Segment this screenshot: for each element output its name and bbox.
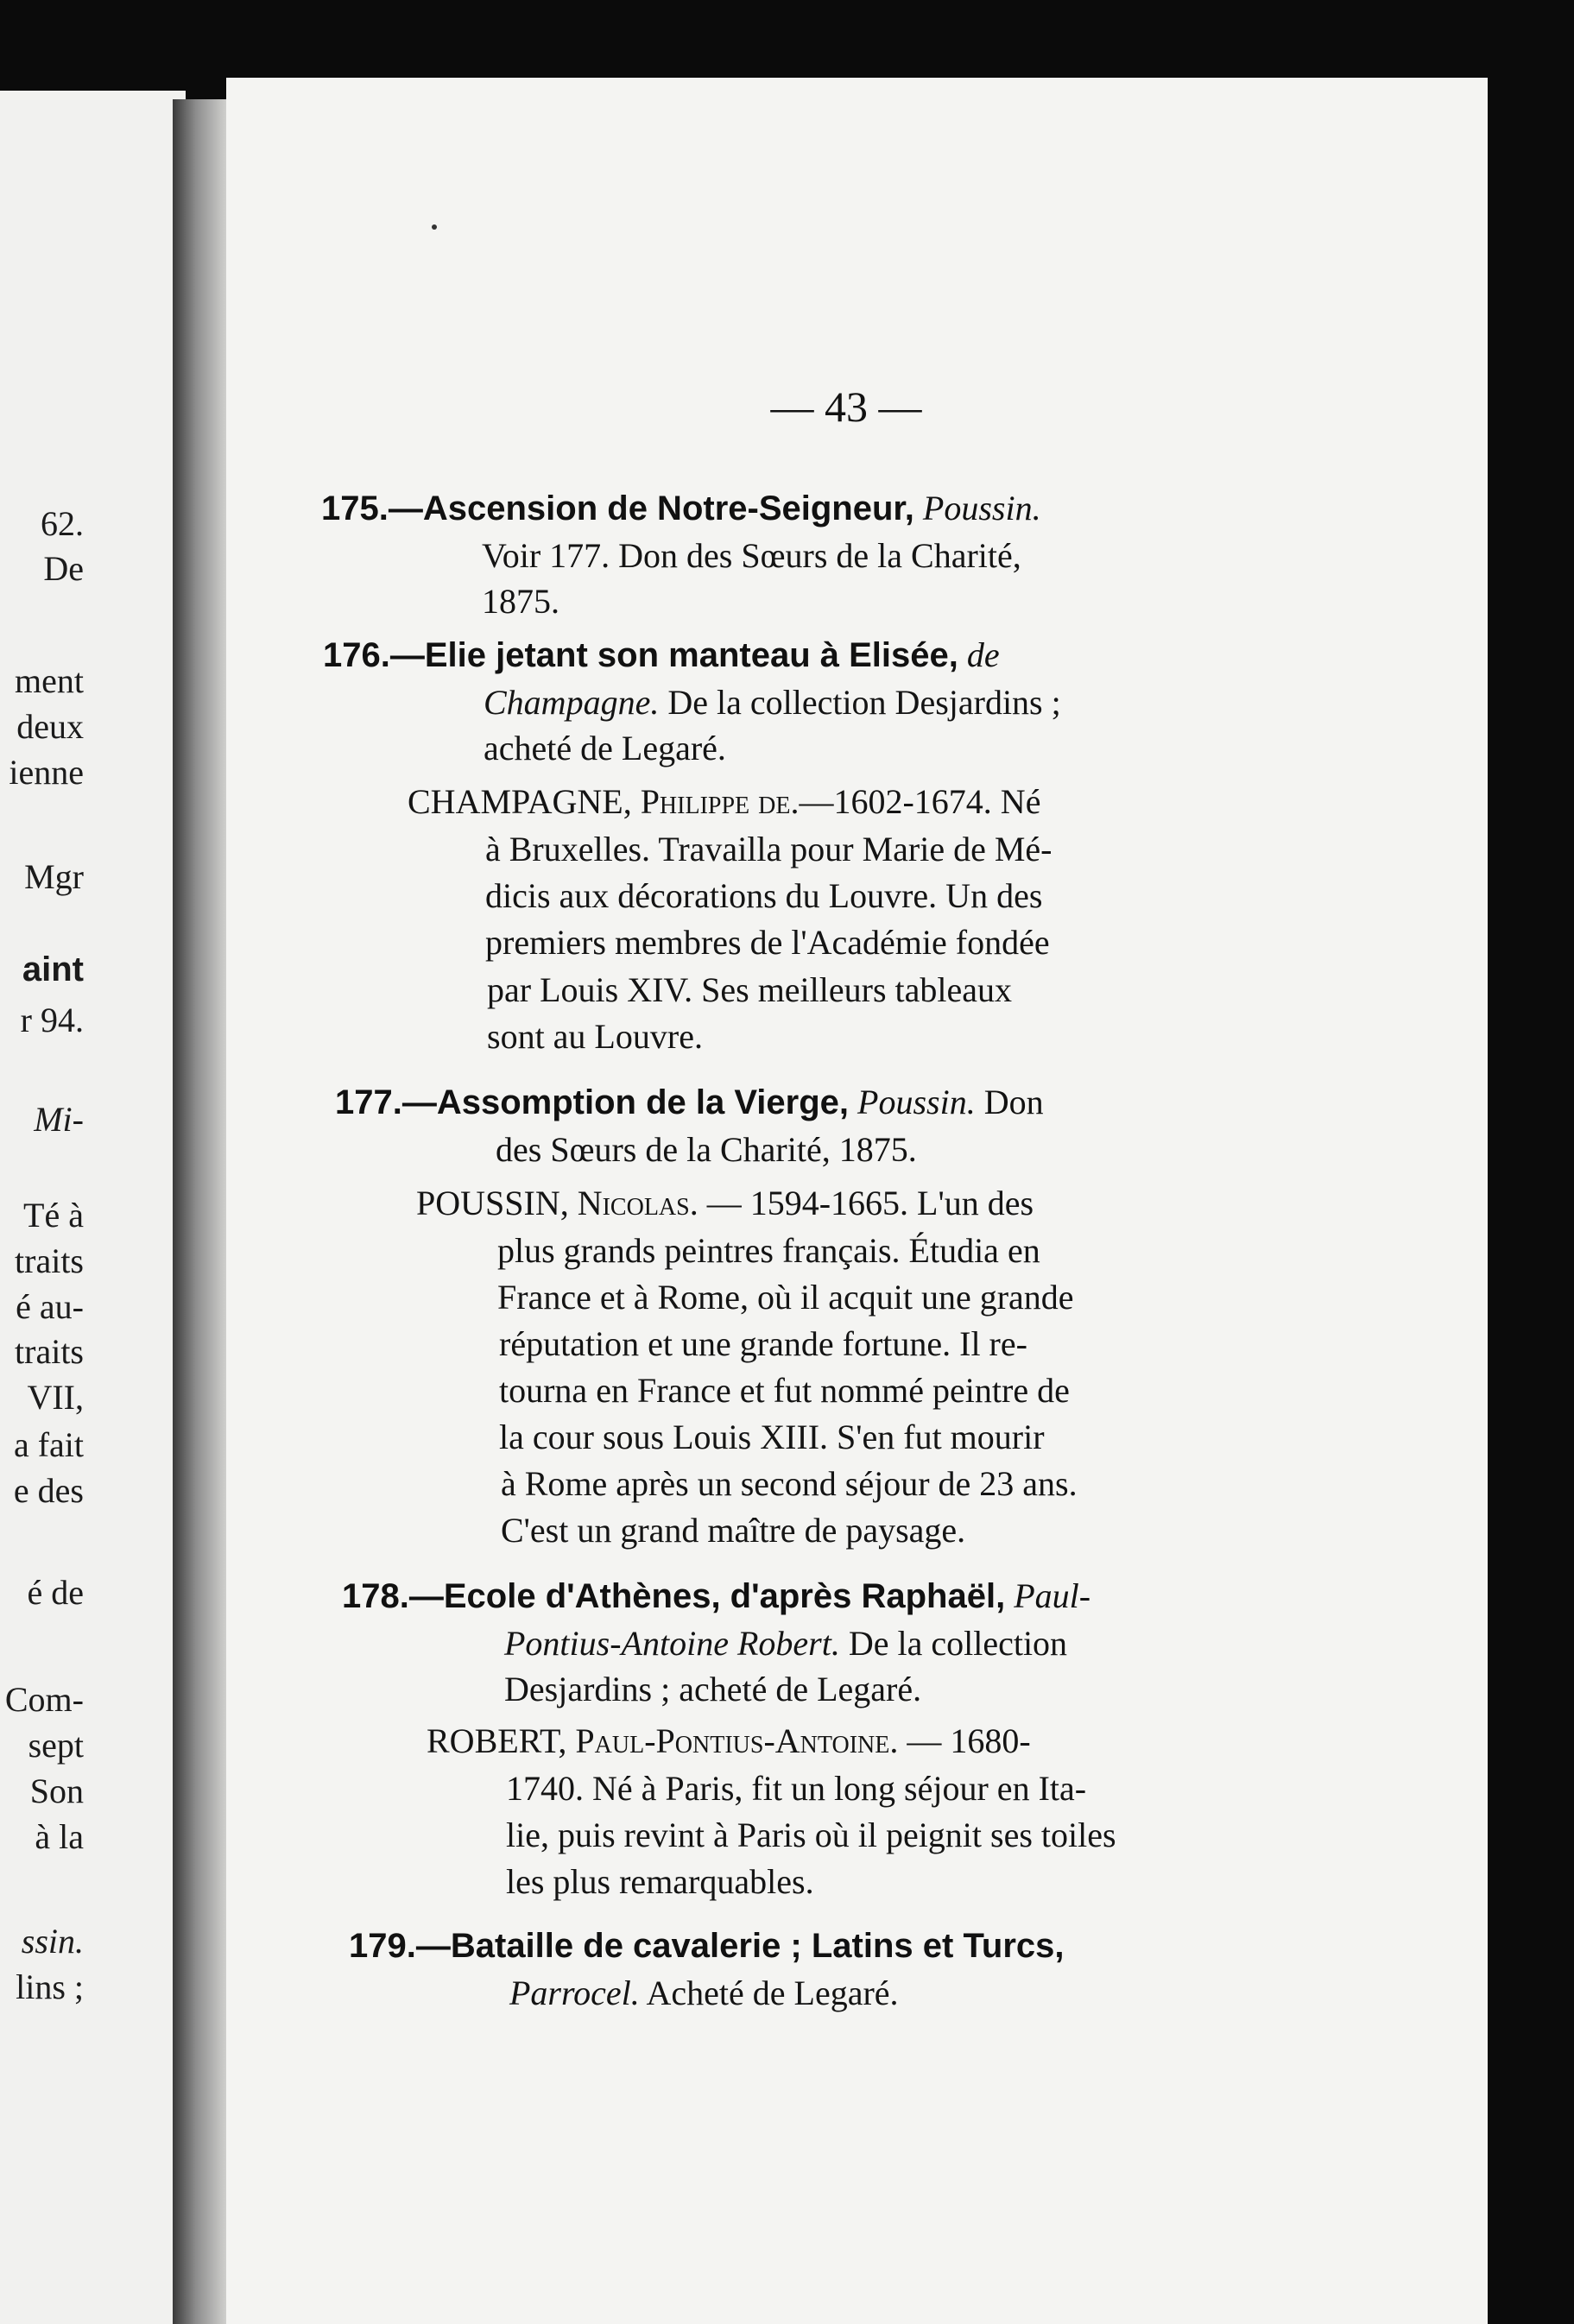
entry-number: 177.— [335, 1083, 437, 1121]
bio-given-name: Philippe de [640, 782, 791, 821]
bio-text: à Bruxelles. Travailla pour Marie de Mé- [485, 830, 1052, 868]
prev-page-text: Mgr [24, 857, 84, 896]
prev-page-text: aint [22, 950, 84, 988]
bio-text: C'est un grand maître de paysage. [501, 1511, 966, 1550]
bio-text: la cour sous Louis XIII. S'en fut mourir [499, 1418, 1045, 1456]
prev-page-text: lins ; [16, 1967, 84, 2006]
bio-given-name: Paul-Pontius-Antoine [575, 1721, 890, 1760]
prev-page-text: traits [15, 1332, 84, 1371]
artist-name: de [966, 635, 1000, 674]
entry-text: Parrocel. Acheté de Legaré. [509, 1974, 899, 2012]
previous-page [0, 91, 186, 2324]
entry-number: 175.— [321, 489, 423, 527]
artist-name: Paul- [1014, 1576, 1091, 1615]
entry-text: Desjardins ; acheté de Legaré. [504, 1670, 922, 1708]
bio-text: 1740. Né à Paris, fit un long séjour en Ita- [506, 1769, 1087, 1808]
bio-text: France et à Rome, où il acquit une grande [497, 1278, 1074, 1317]
bio-text: plus grands peintres français. Étudia en [497, 1231, 1040, 1270]
bio-text: réputation et une grande fortune. Il re- [499, 1324, 1027, 1363]
prev-page-text: Té à [23, 1196, 84, 1235]
artwork-title: Assomption de la Vierge, [436, 1083, 850, 1121]
prev-page-text: Com- [4, 1680, 84, 1719]
entry-title [342, 1576, 1090, 1616]
artwork-title: Bataille de cavalerie ; Latins et Turcs, [450, 1927, 1065, 1965]
bio-text: dicis aux décorations du Louvre. Un des [485, 876, 1043, 915]
prev-page-text: traits [15, 1241, 84, 1280]
artwork-title: Ecole d'Athènes, d'après Raphaël, [443, 1577, 1006, 1615]
prev-page-text: e des [13, 1471, 84, 1510]
entry-title [321, 488, 1041, 528]
entry-number: 178.— [342, 1577, 444, 1615]
artist-name: Champagne. [484, 683, 660, 722]
bio-text: sont au Louvre. [487, 1017, 703, 1056]
entry-text: acheté de Legaré. [484, 729, 726, 767]
entry-text: Champagne. De la collection Desjardins ; [484, 683, 1061, 722]
entry-text: des Sœurs de la Charité, 1875. [496, 1130, 917, 1169]
entry-number: 179.— [349, 1927, 451, 1965]
entry-text: Voir 177. Don des Sœurs de la Charité, [482, 536, 1021, 575]
artist-bio: POUSSIN, Nicolas. — 1594-1665. L'un des [416, 1184, 1034, 1222]
artist-name: Parrocel. [509, 1974, 640, 2012]
prev-page-text: sept [28, 1726, 84, 1765]
entry-text: Pontius-Antoine Robert. De la collection [504, 1624, 1068, 1663]
bio-text: les plus remarquables. [506, 1862, 814, 1901]
entry-title: 177.—Assomption de la Vierge, Poussin. Don [335, 1083, 1044, 1121]
bio-surname: CHAMPAGNE, [408, 782, 641, 821]
artist-bio: CHAMPAGNE, Philippe de.—1602-1674. Né [408, 782, 1041, 821]
entry-title [323, 635, 1000, 675]
prev-page-text: r 94. [20, 1001, 84, 1039]
entry-title [349, 1925, 1065, 1966]
bio-given-name: Nicolas [577, 1184, 690, 1222]
bio-text: premiers membres de l'Académie fondée [485, 923, 1050, 962]
artist-bio: ROBERT, Paul-Pontius-Antoine. — 1680- [427, 1721, 1031, 1760]
artwork-title: Ascension de Notre-Seigneur, [422, 489, 914, 527]
prev-page-text: à la [35, 1817, 84, 1856]
prev-page-text: 62. [41, 504, 84, 543]
prev-page-text: VII, [27, 1378, 84, 1417]
prev-page-text: De [43, 549, 84, 588]
page-number: — 43 — [770, 382, 922, 431]
bio-text: tourna en France et fut nommé peintre de [499, 1371, 1070, 1410]
page [226, 78, 1488, 2324]
prev-page-text: deux [16, 707, 84, 746]
bio-text: lie, puis revint à Paris où il peignit ses toiles [506, 1816, 1116, 1854]
bio-surname: ROBERT, [427, 1721, 576, 1760]
prev-page-text: Mi- [34, 1100, 84, 1139]
bio-text: par Louis XIV. Ses meilleurs tableaux [487, 970, 1013, 1009]
artwork-title: Elie jetant son manteau à Elisée, [424, 636, 958, 674]
prev-page-text: a fait [13, 1425, 84, 1464]
bio-surname: POUSSIN, [416, 1184, 578, 1222]
prev-page-text: é de [27, 1573, 84, 1612]
prev-page-text: ssin. [21, 1922, 84, 1961]
prev-page-text: ment [15, 661, 84, 700]
artist-name: Pontius-Antoine Robert. [504, 1624, 840, 1663]
entry-number: 176.— [323, 636, 425, 674]
entry-text: 1875. [482, 582, 559, 621]
prev-page-text: ienne [9, 753, 84, 792]
prev-page-text: Son [29, 1771, 84, 1810]
prev-page-text: é au- [16, 1287, 84, 1326]
bio-text: à Rome après un second séjour de 23 ans. [501, 1464, 1078, 1503]
artist-name: Poussin. [857, 1083, 976, 1121]
print-speck [432, 224, 437, 230]
artist-name: Poussin. [922, 489, 1041, 527]
